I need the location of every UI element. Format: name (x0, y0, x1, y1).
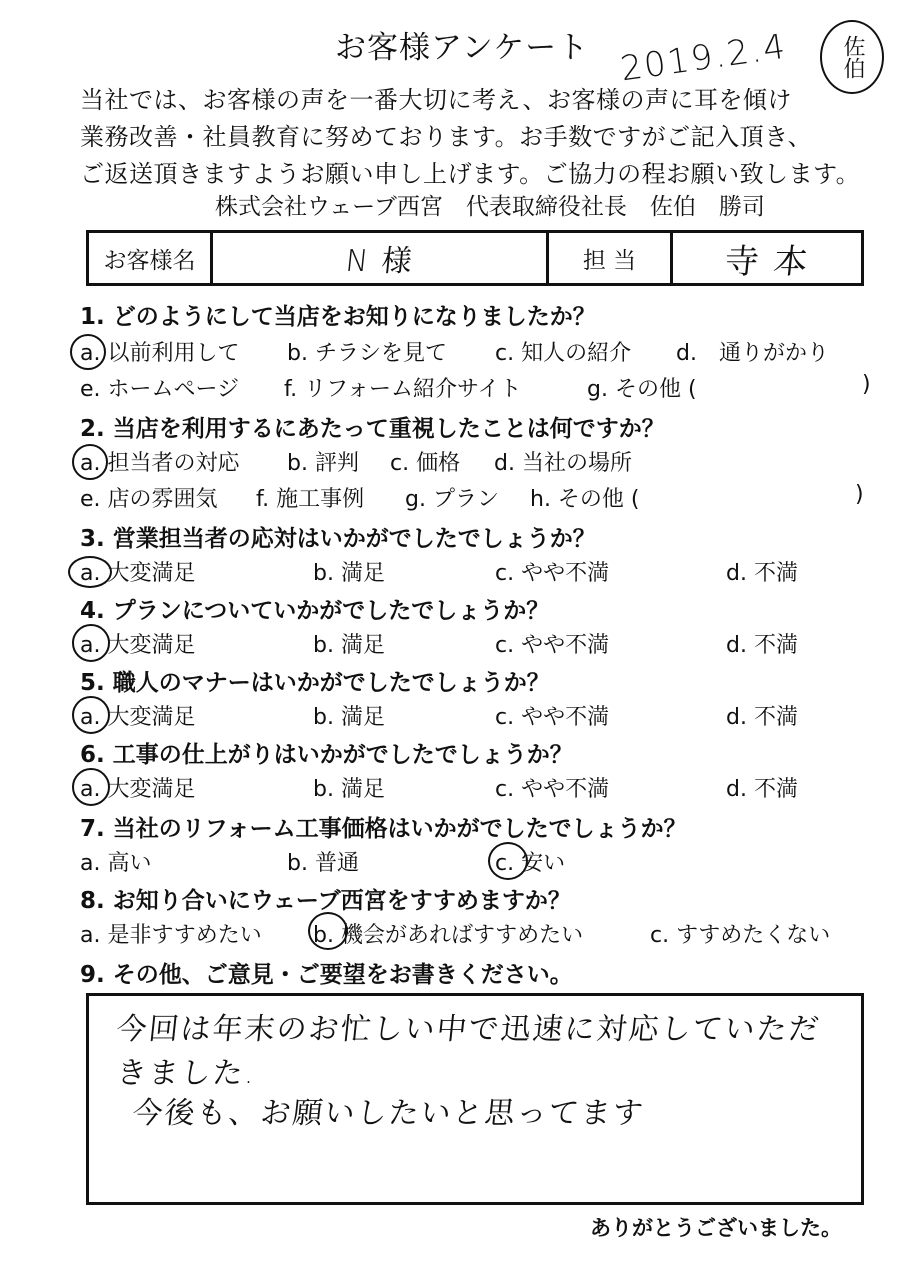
q2-option-c[interactable]: c. 価格 (390, 451, 461, 476)
q2-option-g[interactable]: g. プラン (405, 487, 499, 512)
question-3: 3. 営業担当者の応対はいかがでしたでしょうか？ (80, 526, 596, 552)
q1-option-f[interactable]: f. リフォーム紹介サイト (284, 377, 522, 402)
q6-option-c[interactable]: c. やや不満 (495, 777, 610, 802)
q3-option-c[interactable]: c. やや不満 (495, 561, 610, 586)
comment-line-2: きました. (114, 1056, 259, 1091)
question-1: 1. どのようにして当店をお知りになりましたか？ (80, 304, 596, 330)
q1-selection-circle (70, 334, 106, 370)
q6-option-d[interactable]: d. 不満 (726, 777, 798, 802)
q5-option-b[interactable]: b. 満足 (313, 705, 385, 730)
staff-name-value: 寺 本 (722, 241, 812, 282)
q8-option-c[interactable]: c. すすめたくない (650, 923, 831, 948)
q1-option-g-close: ) (862, 372, 871, 397)
staff-name-cell[interactable] (673, 233, 861, 283)
q2-option-d[interactable]: d. 当社の場所 (494, 451, 632, 476)
question-5: 5. 職人のマナーはいかがでしたでしょうか？ (80, 670, 550, 696)
survey-title: お客様アンケート (335, 30, 590, 66)
customer-label: お客様名 (103, 247, 196, 274)
question-4: 4. プランについていかがでしたでしょうか？ (80, 598, 550, 624)
intro-line-3: ご返送頂きますようお願い申し上げます。ご協力の程お願い致します。 (80, 160, 861, 188)
q2-option-b[interactable]: b. 評判 (287, 451, 359, 476)
q1-option-a[interactable]: a. 以前利用して (80, 341, 240, 366)
q4-option-d[interactable]: d. 不満 (726, 633, 798, 658)
q8-option-a[interactable]: a. 是非すすめたい (80, 923, 262, 948)
q5-option-a[interactable]: a. 大変満足 (80, 705, 196, 730)
company-line: 株式会社ウェーブ西宮 代表取締役社長 佐伯 勝司 (215, 194, 765, 220)
customer-name-cell[interactable] (213, 233, 549, 283)
question-2: 2. 当店を利用するにあたって重視したことは何ですか？ (80, 416, 665, 442)
comment-line-1: 今回は年末のお忙しい中で迅速に対応していただ (114, 1012, 823, 1047)
staff-label: 担 当 (582, 247, 637, 274)
seal-stamp-text: 佐伯 (840, 35, 865, 79)
q7-selection-circle (488, 842, 528, 880)
q2-option-f[interactable]: f. 施工事例 (256, 487, 365, 512)
q2-option-h[interactable]: h. その他 ( (530, 487, 640, 512)
q5-option-d[interactable]: d. 不満 (726, 705, 798, 730)
handwritten-date: 2019.2.4 (618, 26, 790, 90)
q8-option-b[interactable]: b. 機会があればすすめたい (313, 923, 584, 948)
q2-selection-circle (72, 444, 108, 480)
comment-textarea[interactable] (86, 993, 864, 1205)
thanks-text: ありがとうございました。 (590, 1216, 842, 1240)
q5-option-c[interactable]: c. やや不満 (495, 705, 610, 730)
customer-header-table (86, 230, 864, 286)
q3-option-b[interactable]: b. 満足 (313, 561, 385, 586)
seal-stamp (820, 20, 884, 94)
q1-option-b[interactable]: b. チラシを見て (287, 341, 447, 366)
staff-label-cell (549, 233, 673, 283)
q5-selection-circle (72, 696, 110, 734)
q7-option-b[interactable]: b. 普通 (287, 851, 359, 876)
q3-option-d[interactable]: d. 不満 (726, 561, 798, 586)
intro-line-2: 業務改善・社員教育に努めております。お手数ですがご記入頂き、 (80, 123, 813, 151)
question-7: 7. 当社のリフォーム工事価格はいかがでしたでしょうか？ (80, 816, 687, 842)
q6-option-b[interactable]: b. 満足 (313, 777, 385, 802)
comment-line-3: 今後も、お願いしたいと思ってます (130, 1096, 647, 1131)
q4-selection-circle (72, 624, 110, 662)
q3-selection-circle (68, 556, 112, 588)
question-6: 6. 工事の仕上がりはいかがでしたでしょうか？ (80, 742, 573, 768)
q4-option-b[interactable]: b. 満足 (313, 633, 385, 658)
q1-option-e[interactable]: e. ホームページ (80, 377, 240, 402)
intro-line-1: 当社では、お客様の声を一番大切に考え、お客様の声に耳を傾け (80, 86, 792, 114)
q1-option-g[interactable]: g. その他 ( (587, 377, 697, 402)
question-8: 8. お知り合いにウェーブ西宮をすすめますか？ (80, 888, 571, 914)
q7-option-c[interactable]: c. 安い (495, 851, 566, 876)
q2-option-h-close: ) (855, 482, 864, 507)
q7-option-a[interactable]: a. 高い (80, 851, 152, 876)
q4-option-c[interactable]: c. やや不満 (495, 633, 610, 658)
question-9: 9. その他、ご意見・ご要望をお書きください。 (80, 962, 573, 988)
q2-option-a[interactable]: a. 担当者の対応 (80, 451, 240, 476)
q1-option-d[interactable]: d. 通りがかり (676, 341, 829, 366)
q2-option-e[interactable]: e. 店の雰囲気 (80, 487, 218, 512)
q4-option-a[interactable]: a. 大変満足 (80, 633, 196, 658)
customer-name-value: N 様 (343, 244, 415, 279)
q3-option-a[interactable]: a. 大変満足 (80, 561, 196, 586)
q8-selection-circle (308, 912, 348, 950)
q6-selection-circle (72, 768, 110, 806)
q1-option-c[interactable]: c. 知人の紹介 (495, 341, 632, 366)
q6-option-a[interactable]: a. 大変満足 (80, 777, 196, 802)
customer-label-cell (89, 233, 213, 283)
